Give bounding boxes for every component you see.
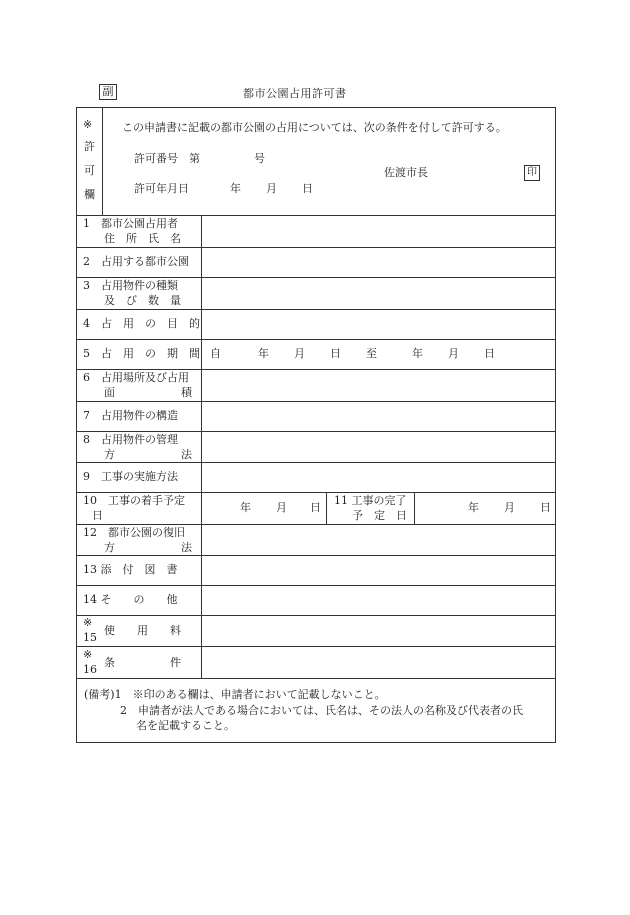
permit-side-divider — [102, 107, 103, 215]
period-to-year: 年 — [412, 347, 423, 360]
permit-side-char: 欄 — [84, 188, 95, 201]
permit-mark: ※ — [83, 118, 93, 131]
row-15-mark: ※ — [83, 616, 93, 629]
divider — [76, 309, 556, 310]
row-11-label-2: 予 定 日 — [352, 509, 407, 522]
document-title: 都市公園占用許可書 — [243, 87, 347, 100]
permit-number-suffix: 号 — [254, 152, 265, 165]
label-column-divider — [201, 215, 202, 678]
divider — [76, 215, 556, 216]
divider — [76, 615, 556, 616]
row-2-label: 2 占用する都市公園 — [83, 255, 189, 268]
row-4-label: 4 占 用 の 目 的 — [83, 317, 200, 330]
period-from-month: 月 — [294, 347, 305, 360]
divider — [76, 401, 556, 402]
start-month: 月 — [276, 501, 287, 514]
row-10-label-2: 日 — [92, 509, 103, 522]
row-9-label: 9 工事の実施方法 — [83, 470, 178, 483]
copy-stamp: 副 — [99, 84, 117, 100]
divider — [76, 431, 556, 432]
row-5-label: 5 占 用 の 期 間 — [83, 347, 200, 360]
divider — [76, 646, 556, 647]
period-to-day: 日 — [484, 347, 495, 360]
row-16-label: 条 件 — [104, 656, 181, 669]
divider — [76, 339, 556, 340]
row-6-label: 6 占用場所及び占用 — [83, 371, 189, 384]
divider — [76, 369, 556, 370]
row-6-label-2: 面 積 — [104, 386, 192, 399]
row-8-label: 8 占用物件の管理 — [83, 433, 178, 446]
completion-month: 月 — [504, 501, 515, 514]
start-day: 日 — [310, 501, 321, 514]
completion-value-divider — [414, 492, 415, 524]
divider — [76, 524, 556, 525]
row-1-label-2: 住 所 氏 名 — [104, 232, 181, 245]
row-15-label: 使 用 料 — [104, 624, 181, 637]
note-2: 2 申請者が法人である場合においては、氏名は、その法人の名称及び代表者の氏 — [120, 704, 523, 717]
period-to-month: 月 — [448, 347, 459, 360]
row-10-label: 10 工事の着手予定 — [83, 494, 185, 507]
permit-side-char: 許 — [84, 140, 95, 153]
row-8-label-2: 方 法 — [104, 448, 192, 461]
period-to: 至 — [366, 347, 377, 360]
row-14-label: 14 そ の 他 — [83, 593, 178, 606]
divider — [76, 678, 556, 679]
divider — [76, 277, 556, 278]
period-from-day: 日 — [330, 347, 341, 360]
period-from: 自 — [210, 347, 221, 360]
row-3-label: 3 占用物件の種類 — [83, 279, 178, 292]
start-year: 年 — [240, 501, 251, 514]
divider — [76, 462, 556, 463]
note-2-continued: 名を記載すること。 — [136, 719, 235, 732]
row-15-number: 15 — [83, 631, 97, 644]
permit-statement: この申請書に記載の都市公園の占用については、次の条件を付して許可する。 — [122, 121, 507, 134]
row-12-label-2: 方 法 — [104, 541, 192, 554]
permit-number-label: 許可番号 第 — [134, 152, 200, 165]
row-16-mark: ※ — [83, 648, 93, 661]
divider — [76, 585, 556, 586]
divider — [76, 492, 556, 493]
row-12-label: 12 都市公園の復旧 — [83, 526, 185, 539]
permit-date-label: 許可年月日 — [134, 182, 189, 195]
divider — [76, 555, 556, 556]
permit-date-day: 日 — [302, 182, 313, 195]
row-16-number: 16 — [83, 663, 97, 676]
mayor-title: 佐渡市長 — [384, 166, 428, 179]
period-from-year: 年 — [258, 347, 269, 360]
divider — [76, 247, 556, 248]
row-11-label: 11 工事の完了 — [334, 494, 407, 507]
row-13-label: 13 添 付 図 書 — [83, 563, 178, 576]
row-1-label: 1 都市公園占用者 — [83, 217, 178, 230]
permit-date-year: 年 — [230, 182, 241, 195]
seal-box: 印 — [524, 165, 540, 181]
form-frame — [76, 107, 556, 743]
row-3-label-2: 及 び 数 量 — [104, 294, 181, 307]
permit-side-char: 可 — [84, 164, 95, 177]
permit-date-month: 月 — [266, 182, 277, 195]
row-7-label: 7 占用物件の構造 — [83, 409, 178, 422]
completion-divider — [326, 492, 327, 524]
completion-year: 年 — [468, 501, 479, 514]
note-1: (備考)1 ※印のある欄は、申請者において記載しないこと。 — [84, 688, 386, 701]
completion-day: 日 — [540, 501, 551, 514]
